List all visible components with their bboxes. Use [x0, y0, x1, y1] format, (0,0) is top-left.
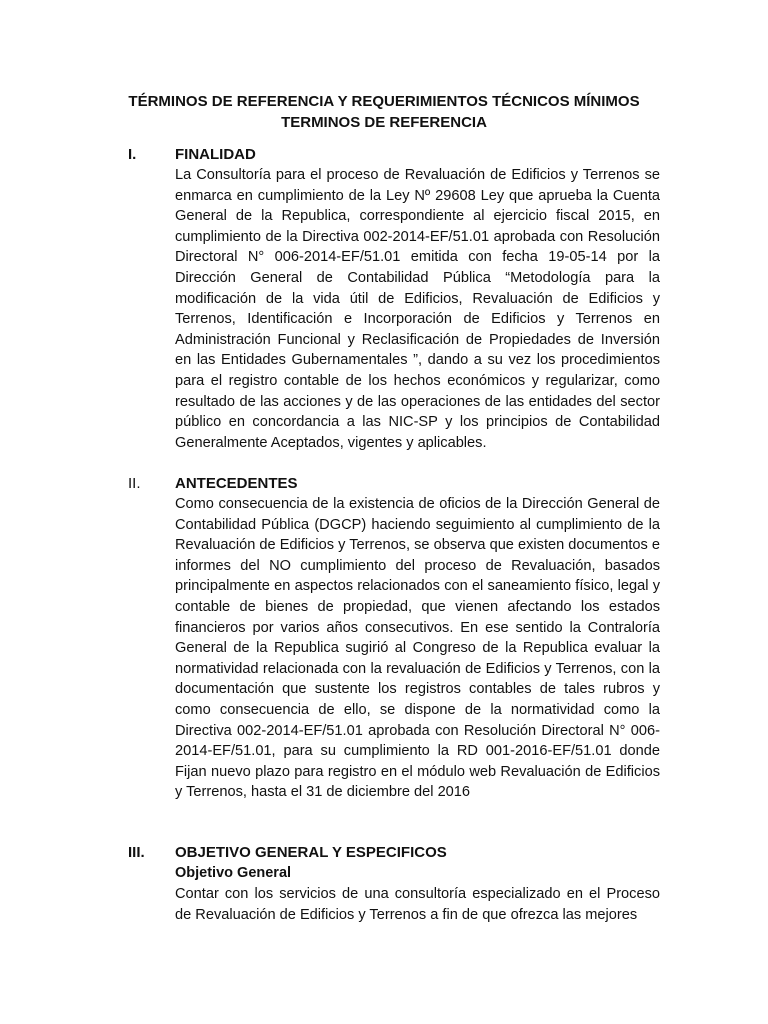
section-heading: ANTECEDENTES [175, 475, 298, 492]
document-title [0, 91, 768, 133]
title-line-2: TERMINOS DE REFERENCIA [281, 114, 487, 131]
section-number: III. [128, 844, 145, 861]
section-number: I. [128, 146, 137, 163]
title-line-1: TÉRMINOS DE REFERENCIA Y REQUERIMIENTOS TÉCNICOS MÍNIMOS [128, 93, 640, 110]
section-subheading: Objetivo General [175, 865, 292, 881]
section-body: Contar con los servicios de una consultoría especializado en el Proceso de Revaluación de Edificios y Terrenos a fin de que ofrezca las mejores [175, 886, 660, 923]
section-heading: FINALIDAD [175, 146, 256, 163]
section-heading: OBJETIVO GENERAL Y ESPECIFICOS [175, 844, 447, 861]
section-number: II. [128, 475, 141, 492]
section-body: La Consultoría para el proceso de Revaluación de Edificios y Terrenos se enmarca en cumplimiento de la Ley Nº 29608 Ley que aprueba la Cuenta General de la Republica, correspondiente al ejercicio fiscal 2015, en cumplimiento de la Directiva 002-2014-EF/51.01 aprobada con Resolución Directoral N° 006-2014-EF/51.01 emitida con fecha 19-05-14 por la Dirección General de Contabilidad Pública “Metodología para la modificación de la vida útil de Edificios, Revaluación de Edificios y Terrenos, Identificación e Incorporación de Edificios y Terrenos en Administración Funcional y Reclasificación de Propiedades de Inversión en las Entidades Gubernamentales ”, dando a su vez los procedimientos para el registro contable de los hechos económicos y regularizar, como resultado de las acciones y de las operaciones de las entidades del sector público en concordancia a las NIC-SP y los principios de Contabilidad Generalmente Aceptados, vigentes y aplicables. [175, 167, 660, 451]
section-body: Como consecuencia de la existencia de oficios de la Dirección General de Contabilidad Pública (DGCP) haciendo seguimiento al cumplimiento de la Revaluación de Edificios y Terrenos, se observa que existen documentos e informes del NO cumplimiento del proceso de Revaluación, basados principalmente en aspectos relacionados con el saneamiento físico, legal y contable de bienes de propiedad, que vienen afectando los estados financieros por varios años consecutivos. En ese sentido la Contraloría General de la Republica sugirió al Congreso de la Republica evaluar la normatividad relacionada con la revaluación de Edificios y Terrenos, con la documentación que sustente los registros contables de tales rubros y como consecuencia de ello, se dispone de la normatividad como la Directiva 002-2014-EF/51.01 aprobada con Resolución Directoral N° 006-2014-EF/51.01, para su cumplimiento la RD 001-2016-EF/51.01 donde Fijan nuevo plazo para registro en el módulo web Revaluación de Edificios y Terrenos, hasta el 31 de diciembre del 2016 [175, 496, 660, 801]
